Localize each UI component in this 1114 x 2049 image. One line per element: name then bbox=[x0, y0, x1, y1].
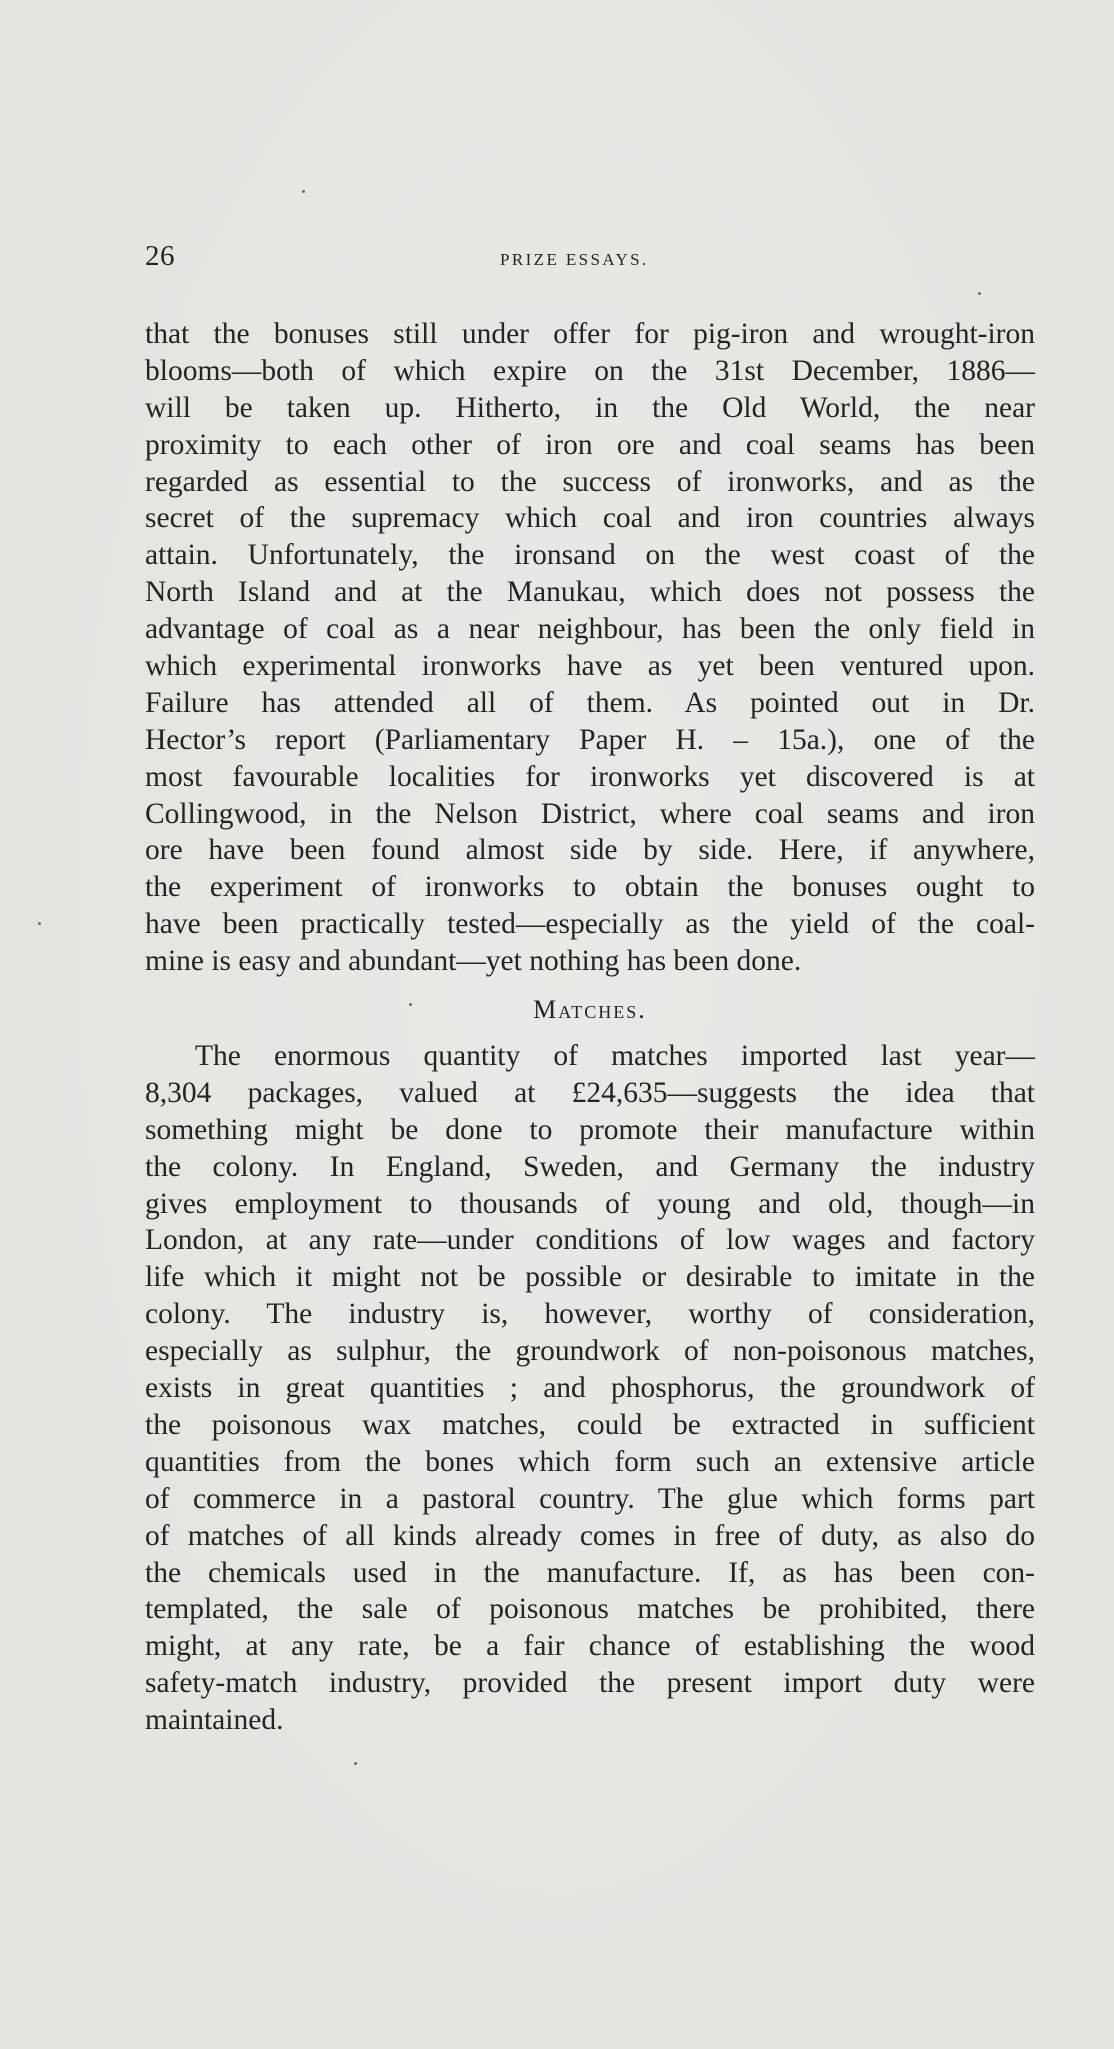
text-line: templated, the sale of poisonous matches be prohibited, there bbox=[145, 1593, 1035, 1626]
text-line: blooms—both of which expire on the 31st December, 1886— bbox=[145, 354, 1035, 387]
running-head: PRIZE ESSAYS. bbox=[500, 250, 649, 269]
text-line: colony. The industry is, however, worthy of consideration, bbox=[145, 1298, 1035, 1331]
paper-speck bbox=[38, 922, 41, 925]
paper-speck bbox=[978, 292, 981, 295]
text-line: proximity to each other of iron ore and coal seams has been bbox=[145, 428, 1035, 461]
page-number: 26 bbox=[145, 240, 175, 272]
text-line: gives employment to thousands of young and old, though—in bbox=[145, 1187, 1035, 1220]
text-line: maintained. bbox=[145, 1704, 284, 1737]
section-heading bbox=[145, 990, 1035, 1030]
section-heading-text: Matches. bbox=[533, 995, 647, 1025]
paragraph-ironworks bbox=[145, 316, 1035, 980]
paper-speck bbox=[354, 1762, 357, 1765]
text-line: the experiment of ironworks to obtain the bonuses ought to bbox=[145, 871, 1035, 904]
text-line: the colony. In England, Sweden, and Germany the industry bbox=[145, 1150, 1035, 1183]
text-line: The enormous quantity of matches imported last year— bbox=[195, 1040, 1035, 1073]
text-line: Failure has attended all of them. As pointed out in Dr. bbox=[145, 686, 1035, 719]
text-line: of matches of all kinds already comes in free of duty, as also do bbox=[145, 1519, 1035, 1552]
text-line: regarded as essential to the success of ironworks, and as the bbox=[145, 465, 1035, 498]
page-header bbox=[145, 240, 1025, 280]
text-line: advantage of coal as a near neighbour, has been the only field in bbox=[145, 613, 1035, 646]
text-line: of commerce in a pastoral country. The glue which forms part bbox=[145, 1482, 1035, 1515]
text-line: the poisonous wax matches, could be extracted in sufficient bbox=[145, 1408, 1035, 1441]
text-line: might, at any rate, be a fair chance of establishing the wood bbox=[145, 1630, 1035, 1663]
text-line: Hector’s report (Parliamentary Paper H. – 15a.), one of the bbox=[145, 723, 1035, 756]
text-line: London, at any rate—under conditions of low wages and factory bbox=[145, 1224, 1035, 1257]
text-line: have been practically tested—especially as the yield of the coal- bbox=[145, 908, 1035, 941]
paper-speck bbox=[302, 190, 305, 193]
body-text bbox=[145, 316, 1035, 1739]
text-line: the chemicals used in the manufacture. If, as has been con- bbox=[145, 1556, 1035, 1589]
text-line: especially as sulphur, the groundwork of non-poisonous matches, bbox=[145, 1335, 1035, 1368]
text-line: most favourable localities for ironworks yet discovered is at bbox=[145, 760, 1035, 793]
text-line: will be taken up. Hitherto, in the Old World, the near bbox=[145, 391, 1035, 424]
paragraph-matches bbox=[145, 1038, 1035, 1739]
text-line: something might be done to promote their manufacture within bbox=[145, 1113, 1035, 1146]
text-line: mine is easy and abundant—yet nothing has been done. bbox=[145, 945, 802, 978]
text-line: 8,304 packages, valued at £24,635—suggests the idea that bbox=[145, 1076, 1035, 1109]
text-line: attain. Unfortunately, the ironsand on the west coast of the bbox=[145, 539, 1035, 572]
text-line: ore have been found almost side by side. Here, if anywhere, bbox=[145, 834, 1035, 867]
text-line: life which it might not be possible or desirable to imitate in the bbox=[145, 1261, 1035, 1294]
text-line: that the bonuses still under offer for pig-iron and wrought-iron bbox=[145, 318, 1035, 350]
text-line: which experimental ironworks have as yet been ventured upon. bbox=[145, 650, 1035, 683]
text-line: exists in great quantities ; and phosphorus, the groundwork of bbox=[145, 1372, 1035, 1405]
text-line: quantities from the bones which form such an extensive article bbox=[145, 1445, 1035, 1478]
text-line: safety-match industry, provided the present import duty were bbox=[145, 1667, 1035, 1700]
text-line: North Island and at the Manukau, which does not possess the bbox=[145, 576, 1035, 609]
text-line: secret of the supremacy which coal and iron countries always bbox=[145, 502, 1035, 535]
text-line: Collingwood, in the Nelson District, where coal seams and iron bbox=[145, 797, 1035, 830]
